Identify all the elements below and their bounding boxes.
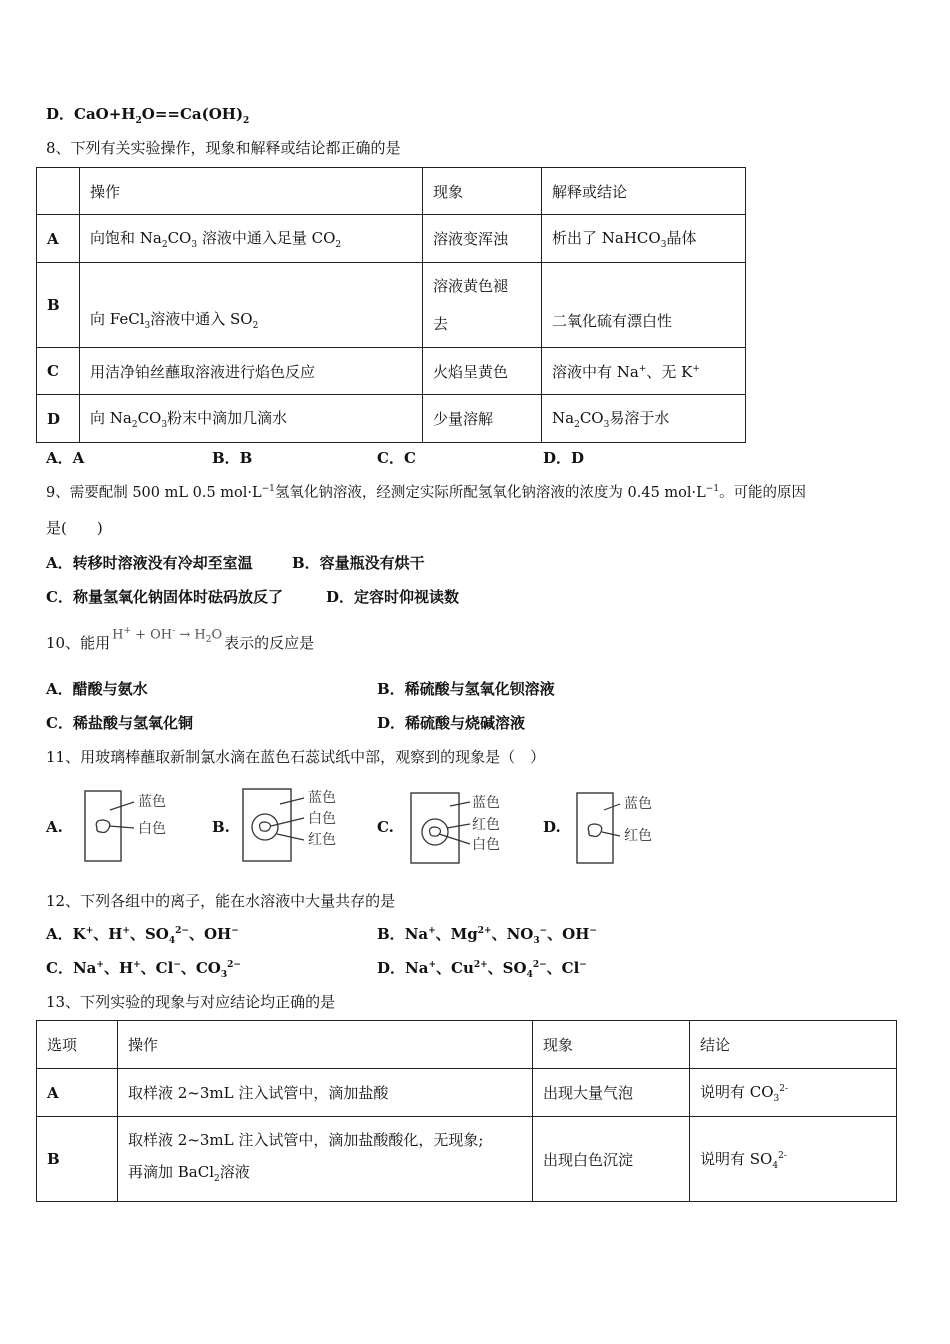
q8-option-d: D．D	[543, 449, 585, 467]
q8-option-a: A．A	[46, 449, 85, 467]
table-row: B 取样液 2~3mL 注入试管中，滴加盐酸酸化，无现象; 再滴加 BaCl$_2$溶液 出现白色沉淀 说明有 $SO_4^{2-}$	[37, 1117, 897, 1202]
q13-header-conclusion: 结论	[690, 1021, 897, 1069]
q9-stem-line2: 是( )	[46, 519, 103, 537]
q9-option-d: D．定容时仰视读数	[326, 588, 460, 606]
q12-option-c: C．Na+、H+、Cl−、$CO_3^{2-}$	[46, 959, 241, 980]
q11-b-label-3: 红色	[308, 832, 336, 848]
q11-d-label-1: 蓝色	[624, 796, 652, 812]
table-row: C 用洁净铂丝蘸取溶液进行焰色反应 火焰呈黄色 溶液中有 Na+、无 K+	[37, 348, 746, 395]
table-row: D 向 $Na_2CO_3$粉末中滴加几滴水 少量溶解 $Na_2CO_3$易溶于水	[37, 395, 746, 443]
q11-fig-d-letter: D.	[543, 818, 561, 836]
q12-option-b: B．Na+、$Mg^{2+}$、$NO_3^-$、OH−	[377, 925, 597, 946]
q8-table	[36, 167, 746, 443]
q11-c-label-2: 红色	[472, 817, 500, 833]
q12-option-a: A．K+、H+、$SO_4^{2-}$、OH−	[46, 925, 239, 946]
table-row: A 向饱和 $Na_2CO_3$ 溶液中通入足量 $CO_2$ 溶液变浑浊 析出了 NaHCO$_3$晶体	[37, 215, 746, 263]
q13-header-option: 选项	[37, 1021, 118, 1069]
q11-figure-d	[574, 790, 668, 866]
q9-option-c: C．称量氢氧化钠固体时砝码放反了	[46, 588, 283, 606]
q11-d-label-2: 红色	[624, 828, 652, 844]
q7-option-d: D．$CaO+H_2O==Ca(OH)_2$	[46, 105, 250, 126]
q10-equation: $H^+ + OH^- \to H_2O$	[112, 625, 223, 645]
q10-option-b: B．稀硫酸与氢氧化钡溶液	[377, 680, 555, 698]
q9-stem-line1: 9、需要配制 500 mL 0.5 $mol\cdot L^{-1}$氢氧化钠溶液，经测定实际所配氢氧化钠溶液的浓度为 0.45 $mol\cdot L^{-1}$。可能的原因	[46, 484, 807, 501]
q8-header-conclusion: 解释或结论	[542, 168, 746, 215]
q13-stem: 13、下列实验的现象与对应结论均正确的是	[46, 993, 336, 1011]
table-row: B 向 FeCl$_3$溶液中通入 $SO_2$ 溶液黄色褪 去 二氧化硫有漂白性	[37, 263, 746, 348]
q8-header-blank	[37, 168, 80, 215]
q11-a-label-1: 蓝色	[138, 794, 166, 810]
q11-b-label-1: 蓝色	[308, 790, 336, 806]
q8-header-op: 操作	[80, 168, 423, 215]
q11-stem: 11、用玻璃棒蘸取新制氯水滴在蓝色石蕊试纸中部，观察到的现象是（ ）	[46, 748, 546, 766]
q11-figure-a	[82, 788, 182, 864]
q10-option-d: D．稀硫酸与烧碱溶液	[377, 714, 526, 732]
q8-stem: 8、下列有关实验操作，现象和解释或结论都正确的是	[46, 139, 401, 157]
q8-option-b: B．B	[212, 449, 253, 467]
q9-option-b: B．容量瓶没有烘干	[292, 554, 425, 572]
q11-b-label-2: 白色	[308, 811, 336, 827]
q11-a-label-2: 白色	[138, 821, 166, 837]
q11-figure-c	[408, 790, 512, 866]
q13-header-op: 操作	[118, 1021, 533, 1069]
q9-option-a: A．转移时溶液没有冷却至室温	[46, 554, 253, 572]
table-row: A 取样液 2~3mL 注入试管中，滴加盐酸 出现大量气泡 说明有 $CO_3^{2-}$	[37, 1069, 897, 1117]
q11-fig-a-letter: A.	[46, 818, 63, 836]
q10-stem: 10、能用 $H^+ + OH^- \to H_2O$ 表示的反应是	[46, 625, 315, 652]
q11-c-label-3: 白色	[472, 837, 500, 853]
q10-option-a: A．醋酸与氨水	[46, 680, 148, 698]
q13-table	[36, 1020, 897, 1202]
q11-fig-c-letter: C.	[377, 818, 394, 836]
q10-option-c: C．稀盐酸与氢氧化铜	[46, 714, 193, 732]
q11-figure-b	[240, 786, 348, 864]
q13-header-phenomenon: 现象	[533, 1021, 690, 1069]
q12-stem: 12、下列各组中的离子，能在水溶液中大量共存的是	[46, 892, 396, 910]
q8-option-c: C．C	[377, 449, 416, 467]
q11-fig-b-letter: B.	[212, 818, 230, 836]
q11-c-label-1: 蓝色	[472, 795, 500, 811]
q12-option-d: D．Na+、$Cu^{2+}$、$SO_4^{2-}$、Cl−	[377, 959, 587, 980]
q8-header-phenomenon: 现象	[423, 168, 542, 215]
